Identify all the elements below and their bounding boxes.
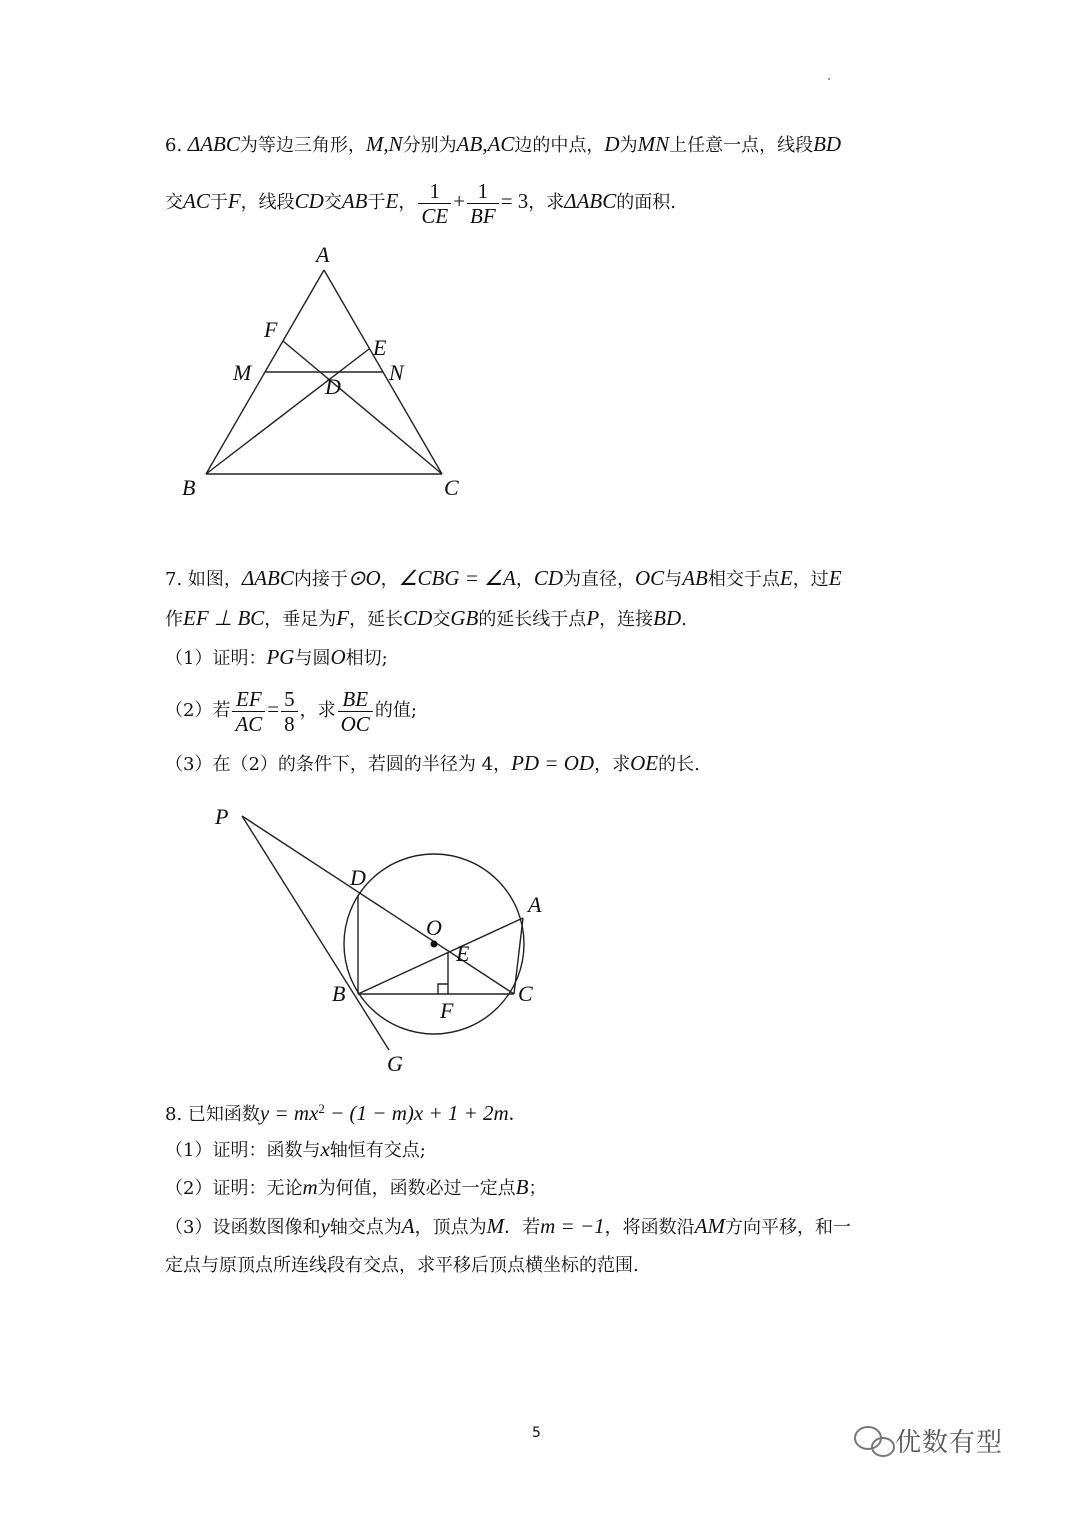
label-B: B: [182, 475, 196, 500]
q7-part-2: （2）若 $\frac{EF}{AC}$ = $\frac{5}{8}$ ，求 $\frac{BE}{OC}$ 的值;: [165, 686, 417, 736]
watermark-text: 优数有型: [895, 1428, 1004, 1458]
line-PC: [242, 816, 514, 994]
label-D: D: [325, 374, 341, 399]
label-F: F: [440, 998, 454, 1023]
label-N: N: [389, 360, 404, 385]
label-P: P: [215, 804, 229, 829]
q6-line-2: 交AC于F，线段CD交AB于E， $\frac{1}{CE}$ + $\frac{1}{BF}$ = 3，求ΔABC的面积.: [165, 178, 677, 228]
fraction-be-over-oc: $\frac{BE}{OC}$: [338, 687, 373, 736]
q7-part-3: （3）在（2）的条件下，若圆的半径为 4，PD = OD，求OE的长.: [165, 751, 700, 775]
q8-part-3-cont: 定点与原顶点所连线段有交点，求平移后顶点横坐标的范围.: [165, 1255, 639, 1276]
fraction-ef-over-ac: $\frac{EF}{AC}$: [232, 687, 265, 736]
fraction-1-over-bf: $\frac{1}{BF}$: [467, 179, 499, 228]
q7-part-1: （1）证明：PG与圆O相切;: [165, 645, 388, 669]
label-D: D: [350, 865, 366, 890]
label-M: M: [233, 360, 252, 385]
q8-line-1: 8. 已知函数$y = mx^2 - (1 - m)x + 1 + 2m$.: [165, 1101, 514, 1125]
fraction-5-over-8: $\frac{5}{8}$: [281, 687, 298, 736]
segment-BE: [206, 349, 369, 474]
q7-line-2: 作EF ⊥ BC，垂足为F，延长CD交GB的延长线于点P，连接BD.: [165, 606, 687, 630]
label-C: C: [444, 475, 459, 500]
label-G: G: [387, 1051, 403, 1076]
page-number: 5: [532, 1425, 541, 1441]
fraction-1-over-ce: $\frac{1}{CE}$: [418, 179, 451, 228]
q7-line-1: 7. 如图，ΔABC内接于⊙O，∠CBG = ∠A，CD为直径，OC与AB相交于点E，过E: [165, 566, 842, 590]
q8-part-3: （3）设函数图像和y轴交点为A，顶点为M．若m = −1，将函数沿AM方向平移，和一: [165, 1214, 851, 1238]
label-F: F: [264, 317, 278, 342]
label-A: A: [528, 892, 542, 917]
label-C: C: [518, 981, 533, 1006]
label-B: B: [332, 981, 346, 1006]
label-E: E: [456, 941, 470, 966]
q6-line-1: 6. ΔABC为等边三角形，M,N分别为AB,AC边的中点，D为MN上任意一点，线段BD: [165, 132, 842, 156]
q8-part-1: （1）证明：函数与x轴恒有交点;: [165, 1137, 426, 1161]
label-A: A: [316, 242, 330, 267]
line-PG: [242, 816, 389, 1050]
label-E: E: [373, 335, 387, 360]
center-dot: [431, 941, 438, 948]
label-O: O: [426, 915, 442, 940]
segment-CF: [283, 341, 442, 474]
figure-7-circle: [242, 816, 524, 1050]
q8-part-2: （2）证明：无论m为何值，函数必过一定点B；: [165, 1175, 547, 1199]
q6-number: 6.: [165, 135, 188, 156]
right-angle-mark: [438, 984, 448, 994]
